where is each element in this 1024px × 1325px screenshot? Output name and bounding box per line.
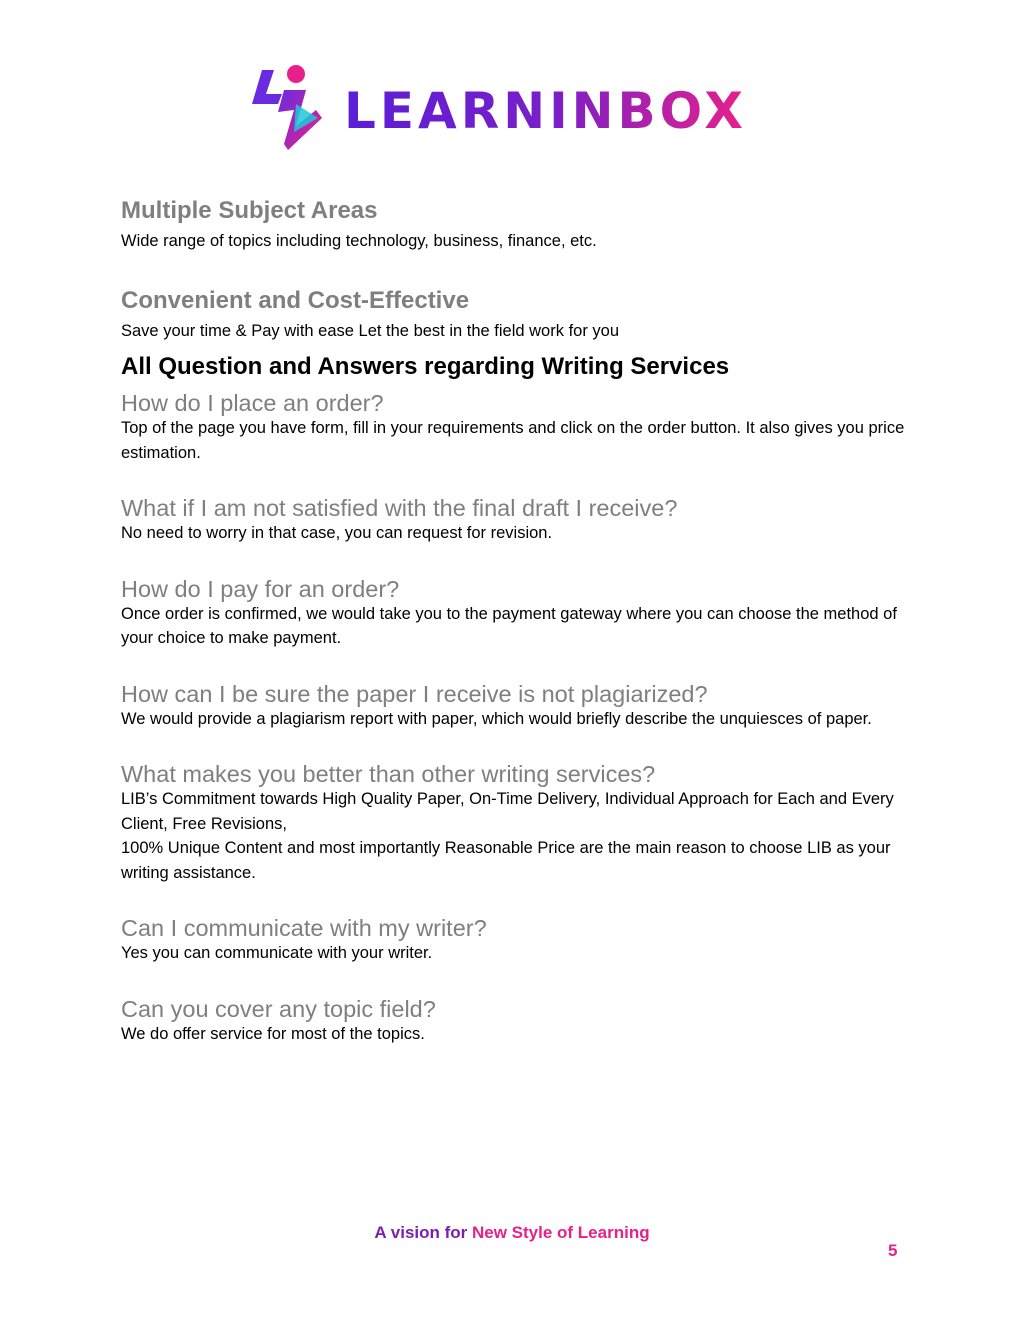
faq-answer: No need to worry in that case, you can request for revision. bbox=[121, 524, 553, 542]
page-content bbox=[121, 196, 921, 1076]
faq-item-pay-order bbox=[121, 576, 921, 651]
brand-name-part2: INBOX bbox=[549, 82, 747, 140]
footer-tagline-part1: A vision for bbox=[374, 1223, 472, 1242]
faq-item-not-satisfied bbox=[121, 495, 921, 546]
faq-question: What makes you better than other writing services? bbox=[121, 761, 656, 787]
section-text: Save your time & Pay with ease Let the best in the field work for you bbox=[121, 322, 620, 340]
faq-item-place-order bbox=[121, 390, 921, 465]
faq-answer: LIB’s Commitment towards High Quality Paper, On-Time Delivery, Individual Approach for Each and Every Client, Free Revisions, bbox=[121, 790, 894, 833]
faq-question: How do I pay for an order? bbox=[121, 575, 400, 602]
faq-answer: Top of the page you have form, fill in your requirements and click on the order button. It also gives you price estimation. bbox=[121, 419, 905, 462]
faq-question: What if I am not satisfied with the final draft I receive? bbox=[121, 495, 678, 521]
faq-question: How can I be sure the paper I receive is not plagiarized? bbox=[121, 680, 708, 707]
faq-answer: We would provide a plagiarism report with paper, which would briefly describe the unquiesces of paper. bbox=[121, 709, 872, 728]
brand-logo bbox=[248, 60, 788, 156]
faq-question: Can I communicate with my writer? bbox=[121, 915, 487, 941]
section-cost-effective bbox=[121, 286, 921, 342]
brand-name-part1: LEARN bbox=[344, 82, 550, 140]
section-title: Multiple Subject Areas bbox=[121, 197, 378, 224]
faq-heading: All Question and Answers regarding Writing Services bbox=[121, 353, 730, 380]
section-text: Wide range of topics including technology, business, finance, etc. bbox=[121, 232, 597, 250]
faq-question: How do I place an order? bbox=[121, 390, 384, 416]
faq-item-plagiarism bbox=[121, 681, 921, 732]
faq-answer: Yes you can communicate with your writer. bbox=[121, 944, 433, 962]
footer-tagline bbox=[0, 1222, 1024, 1244]
footer-tagline-part2: New Style of Learning bbox=[472, 1223, 650, 1242]
faq-item-topic-field bbox=[121, 996, 921, 1047]
faq-answer: We do offer service for most of the topics. bbox=[121, 1024, 425, 1043]
section-title: Convenient and Cost-Effective bbox=[121, 287, 470, 314]
faq-question: Can you cover any topic field? bbox=[121, 995, 436, 1022]
faq-item-better-services bbox=[121, 761, 921, 885]
faq-item-communicate-writer bbox=[121, 915, 921, 966]
learninbox-logo-icon bbox=[248, 60, 788, 156]
svg-text:LEARNINBOX bbox=[344, 82, 747, 140]
section-subject-areas bbox=[121, 196, 921, 252]
faq-answer: Once order is confirmed, we would take you to the payment gateway where you can choose the method of your choice to make payment. bbox=[121, 604, 897, 647]
faq-answer: 100% Unique Content and most importantly Reasonable Price are the main reason to choose LIB as your writing assistance. bbox=[121, 839, 891, 882]
page-number: 5 bbox=[888, 1241, 898, 1260]
